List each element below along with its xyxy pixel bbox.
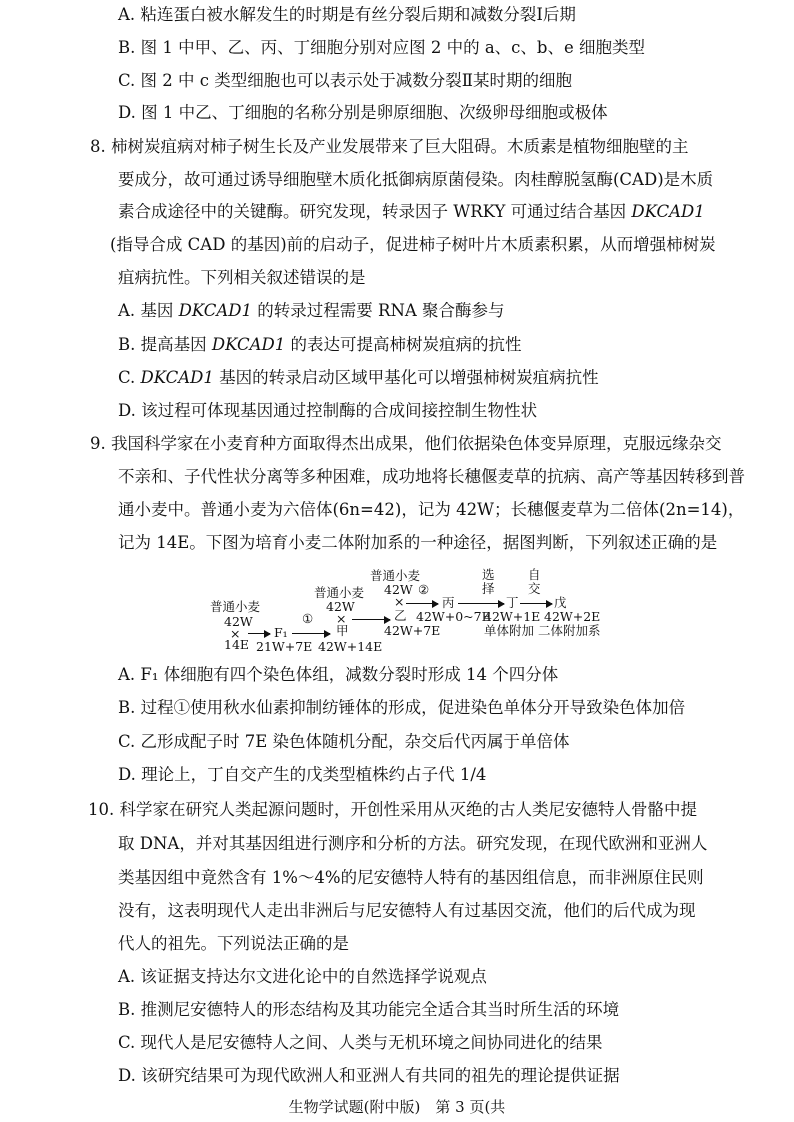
q8-option-b-prefix: B. 提高基因 (118, 335, 212, 354)
q10-option-c: C. 现代人是尼安德特人之间、人类与无机环境之间协同进化的结果 (118, 1033, 603, 1052)
step-2-marker: ② (418, 582, 430, 597)
q8-option-c-suffix: 基因的转录启动区域甲基化可以增强柿树炭疽病抗性 (213, 368, 599, 387)
wheat-chrom-2: 42W (326, 599, 355, 614)
cross-symbol-3: × (394, 594, 405, 609)
gene-name: DKCAD1 (140, 368, 214, 387)
q9-stem-line-1: 9. 我国科学家在小麦育种方面取得杰出成果，他们依据染色体变异原理，克服远缘杂交 (90, 434, 722, 453)
q10-stem-line-2: 取 DNA，并对其基因组进行测序和分析的方法。研究发现，在现代欧洲和亚洲人 (118, 834, 708, 853)
q9-option-d: D. 理论上，丁自交产生的戊类型植株约占子代 1/4 (118, 765, 487, 784)
f1-chrom: 21W+7E (256, 639, 313, 654)
wheat-chrom-3: 42W (384, 582, 413, 597)
q7-option-d: D. 图 1 中乙、丁细胞的名称分别是卵原细胞、次级卵母细胞或极体 (118, 103, 608, 122)
ding-label: 丁 (506, 595, 519, 610)
q8-option-b (118, 334, 522, 356)
q8-option-d: D. 该过程可体现基因通过控制酶的合成间接控制生物性状 (118, 401, 538, 420)
q10-stem-line-1: 10. 科学家在研究人类起源问题时，开创性采用从灭绝的古人类尼安德特人骨骼中提 (88, 800, 697, 819)
wu-chrom: 42W+2E (544, 609, 601, 624)
f1-label: F₁ (274, 625, 288, 640)
q9-stem-line-3: 通小麦中。普通小麦为六倍体(6n=42)，记为 42W；长穗偃麦草为二倍体(2n=14)， (118, 500, 745, 519)
wheat-label-1: 普通小麦 (210, 599, 261, 614)
q8-option-c (118, 367, 599, 389)
arrow-to-bing (406, 603, 438, 604)
arrow-self (520, 603, 552, 604)
q8-stem-line-1: 8. 柿树炭疽病对柿子树生长及产业发展带来了巨大阻碍。木质素是植物细胞壁的主 (90, 137, 689, 156)
jia-label: 甲 (336, 623, 349, 638)
wu-name: 二体附加系 (538, 623, 601, 638)
wheat-label-2: 普通小麦 (314, 585, 365, 600)
ding-chrom: 42W+1E (484, 609, 541, 624)
q9-stem-line-4: 记为 14E。下图为培育小麦二体附加系的一种途径，据图判断，下列叙述正确的是 (118, 533, 718, 552)
q10-stem-line-3: 类基因组中竟然含有 1%～4%的尼安德特人特有的基因组信息，而非洲原住民则 (118, 868, 704, 887)
gene-name: DKCAD1 (178, 301, 253, 320)
q8-option-a-prefix: A. 基因 (118, 301, 179, 320)
bing-chrom: 42W+0~7E (416, 609, 491, 624)
q9-option-b: B. 过程①使用秋水仙素抑制纺锤体的形成，促进染色单体分开导致染色体加倍 (118, 698, 686, 717)
q9-stem-line-2: 不亲和、子代性状分离等多种困难，成功地将长穗偃麦草的抗病、高产等基因转移到普 (118, 467, 745, 486)
q9-option-c: C. 乙形成配子时 7E 染色体随机分配，杂交后代丙属于单倍体 (118, 732, 570, 751)
gene-name: DKCAD1 (211, 335, 286, 354)
arrow-step-1 (292, 633, 330, 634)
q8-option-b-suffix: 的表达可提高柿树炭疽病的抗性 (285, 335, 522, 354)
q9-option-a: A. F₁ 体细胞有四个染色体组，减数分裂时形成 14 个四分体 (118, 665, 559, 684)
arrow-to-yi (352, 619, 390, 620)
q10-stem-line-4: 没有，这表明现代人走出非洲后与尼安德特人有过基因交流，他们的后代成为现 (118, 901, 696, 920)
yi-label: 乙 (394, 608, 407, 623)
arrow-to-f1 (248, 633, 270, 634)
q10-option-b: B. 推测尼安德特人的形态结构及其功能完全适合其当时所生活的环境 (118, 1000, 620, 1019)
q10-option-a: A. 该证据支持达尔文进化论中的自然选择学说观点 (118, 967, 487, 986)
cross-symbol-1: × (230, 626, 241, 641)
wheat-label-3: 普通小麦 (370, 568, 421, 583)
q10-option-d: D. 该研究结果可为现代欧洲人和亚洲人有共同的祖先的理论提供证据 (118, 1066, 620, 1085)
q7-option-a: A. 粘连蛋白被水解发生的时期是有丝分裂后期和减数分裂Ⅰ后期 (118, 5, 576, 24)
ding-name: 单体附加 (484, 623, 535, 638)
select-label-bottom: 择 (482, 581, 495, 596)
q8-stem-line-2: 要成分，故可通过诱导细胞壁木质化抵御病原菌侵染。肉桂醇脱氢酶(CAD)是木质 (118, 170, 714, 189)
self-label-bottom: 交 (528, 581, 541, 596)
jia-chrom: 42W+14E (318, 639, 383, 654)
q8-stem-line-3 (118, 201, 705, 223)
wheat-chrom-1: 42W (224, 614, 253, 629)
self-label-top: 自 (528, 567, 541, 582)
q8-stem-line-5: 疽病抗性。下列相关叙述错误的是 (118, 268, 366, 287)
breeding-diagram (200, 568, 620, 652)
gene-name: DKCAD1 (631, 202, 705, 221)
q7-option-c: C. 图 2 中 c 类型细胞也可以表示处于减数分裂Ⅱ某时期的细胞 (118, 71, 572, 90)
step-1-marker: ① (302, 611, 314, 626)
q8-option-a (118, 300, 505, 322)
q8-option-c-prefix: C. (118, 368, 141, 387)
yi-chrom: 42W+7E (384, 623, 441, 638)
q7-option-b: B. 图 1 中甲、乙、丙、丁细胞分别对应图 2 中的 a、c、b、e 细胞类型 (118, 38, 645, 57)
q8-stem-line-3-text: 素合成途径中的关键酶。研究发现，转录因子 WRKY 可通过结合基因 (118, 202, 627, 221)
q8-stem-line-4: (指导合成 CAD 的基因)前的启动子，促进柿子树叶片木质素积累，从而增强柿树炭 (110, 235, 716, 254)
arrow-select (458, 603, 504, 604)
select-label-top: 选 (482, 567, 495, 582)
q10-stem-line-5: 代人的祖先。下列说法正确的是 (118, 934, 349, 953)
grass-chrom: 14E (224, 637, 250, 652)
wu-label: 戊 (554, 595, 567, 610)
q8-option-a-suffix: 的转录过程需要 RNA 聚合酶参与 (252, 301, 505, 320)
bing-label: 丙 (442, 595, 455, 610)
page-footer: 生物学试题(附中版) 第 3 页(共 (288, 1098, 506, 1116)
cross-symbol-2: × (336, 611, 347, 626)
